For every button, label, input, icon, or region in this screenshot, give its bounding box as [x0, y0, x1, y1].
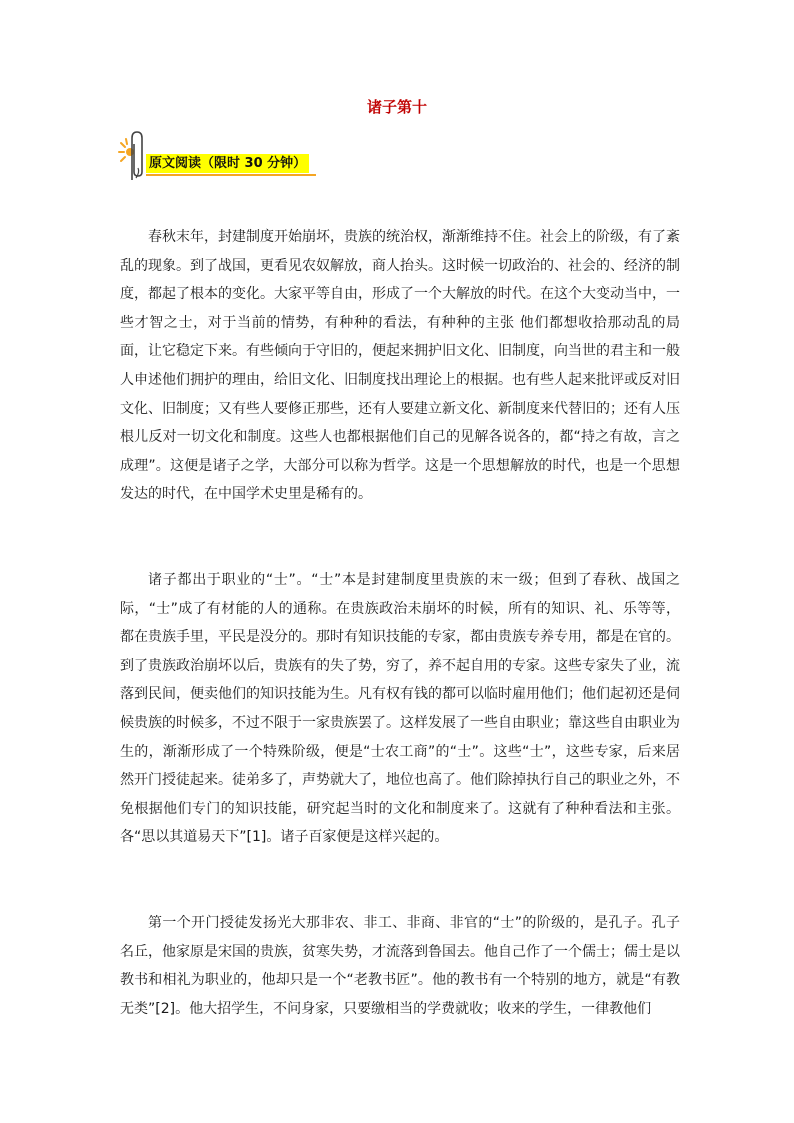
document-title: 诸子第十: [366, 98, 427, 116]
section-label: 原文阅读（限时 30 分钟）: [146, 154, 309, 173]
paragraph-1: 春秋末年，封建制度开始崩坏，贵族的统治权，渐渐维持不住。社会上的阶级，有了紊乱的现象。到了战国，更看见农奴解放，商人抬头。这时候一切政治的、社会的、经济的制度，都起了根本的变化。大家平等自由，形成了一个大解放的时代。在这个大变动当中，一些才智之士，对于当前的情势，有种种的看法，有种种的主张 他们都想收拾那动乱的局面，让它稳定下来。有些倾向于守旧的，便起来拥护旧文化、旧制度，向当世的君主和一般人申述他们拥护的理由，给旧文化、旧制度找出理论上的根据。也有些人起来批评或反对旧文化、旧制度；又有些人要修正那些，还有人要建立新文化、新制度来代替旧的；还有人压根儿反对一切文化和制度。这些人也都根据他们自己的见解各说各的，都“持之有故，言之成理”。这便是诸子之学，大部分可以称为哲学。这是一个思想解放的时代，也是一个思想发达的时代，在中国学术史里是稀有的。: [120, 229, 680, 503]
section-underline: [146, 174, 316, 176]
paragraph-2: 诸子都出于职业的“士”。“士”本是封建制度里贵族的末一级；但到了春秋、战国之际，“士”成了有材能的人的通称。在贵族政治未崩坏的时候，所有的知识、礼、乐等等，都在贵族手里，平民是没分的。那时有知识技能的专家，都由贵族专养专用，都是在官的。到了贵族政治崩坏以后，贵族有的失了势，穷了，养不起自用的专家。这些专家失了业，流落到民间，便卖他们的知识技能为生。凡有权有钱的都可以临时雇用他们；他们起初还是伺候贵族的时候多，不过不限于一家贵族罢了。这样发展了一些自由职业；靠这些自由职业为生的，渐渐形成了一个特殊阶级，便是“士农工商”的“士”。这些“士”，这些专家，后来居然开门授徒起来。徒弟多了，声势就大了，地位也高了。他们除掉执行自己的职业之外，不免根据他们专门的知识技能，研究起当时的文化和制度来了。这就有了种种看法和主张。各“思以其道易天下”[1]。诸子百家便是这样兴起的。: [120, 572, 680, 846]
paragraph-3: 第一个开门授徒发扬光大那非农、非工、非商、非官的“士”的阶级的，是孔子。孔子名丘，他家原是宋国的贵族，贫寒失势，才流落到鲁国去。他自己作了一个儒士；儒士是以教书和相礼为职业的，他却只是一个“老教书匠”。他的教书有一个特别的地方，就是“有教无类”[2]。他大招学生，不问身家，只要缴相当的学费就收；收来的学生，一律教他们: [120, 915, 680, 1017]
